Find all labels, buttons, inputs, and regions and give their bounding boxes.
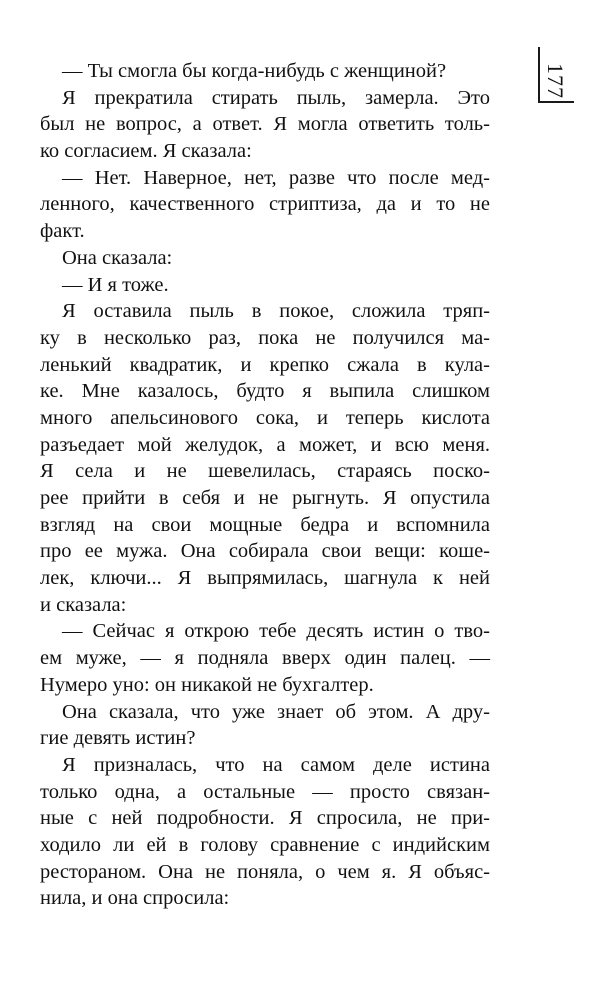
text-line: Я села и не шевелилась, стараясь поско- <box>40 460 490 483</box>
text-line: Нумеро уно: он никакой не бухгалтер. <box>40 673 374 696</box>
text-line: только одна, а остальные — просто связан- <box>40 780 490 803</box>
text-line: — Нет. Наверное, нет, разве что после мед- <box>62 166 490 189</box>
text-line: взгляд на свои мощные бедра и вспомнила <box>40 513 490 536</box>
text-line: рее прийти в себя и не рыгнуть. Я опустила <box>40 487 490 509</box>
text-line: Она сказала: <box>62 246 173 269</box>
text-line: Я оставила пыль в покое, сложила тряп- <box>62 300 490 323</box>
text-line: ленький квадратик, и крепко сжала в кула- <box>40 353 490 376</box>
text-line: ем муже, — я подняла вверх один палец. — <box>40 647 490 670</box>
text-line: ленного, качественного стриптиза, да и то не <box>40 193 490 216</box>
text-line: — Ты смогла бы когда-нибудь с женщиной? <box>62 60 447 82</box>
text-line: про ее мужа. Она собирала свои вещи: коше- <box>40 540 490 563</box>
text-line: Я призналась, что на самом деле истина <box>62 753 490 776</box>
text-line: Она сказала, что уже знает об этом. А дру- <box>62 700 490 723</box>
text-line: гие девять истин? <box>40 727 196 750</box>
text-line: рестораном. Она не поняла, о чем я. Я объяс- <box>40 860 490 883</box>
text-line: ке. Мне казалось, будто я выпила слишком <box>40 380 490 403</box>
text-line: лек, ключи... Я выпрямилась, шагнула к ней <box>40 567 490 590</box>
text-line: и сказала: <box>40 593 127 616</box>
text-line: факт. <box>40 220 85 243</box>
text-line: был не вопрос, а ответ. Я могла ответить толь- <box>40 113 490 136</box>
text-line: — Сейчас я открою тебе десять истин о тво- <box>62 620 490 643</box>
text-line: ные с ней подробности. Я спросила, не при- <box>40 807 490 830</box>
text-line: Я прекратила стирать пыль, замерла. Это <box>62 86 490 109</box>
text-line: разъедает мой желудок, а может, и всю меня. <box>40 433 490 456</box>
text-line: ку в несколько раз, пока не получился ма- <box>40 326 490 349</box>
page-number: 177 <box>543 63 568 99</box>
text-line: нила, и она спросила: <box>40 887 230 910</box>
text-line: много апельсинового сока, и теперь кислота <box>40 406 490 429</box>
text-line: — И я тоже. <box>62 273 169 296</box>
text-line: ко согласием. Я сказала: <box>40 140 252 163</box>
text-column <box>40 58 490 912</box>
text-line: ходило ли ей в голову сравнение с индийским <box>40 833 490 856</box>
